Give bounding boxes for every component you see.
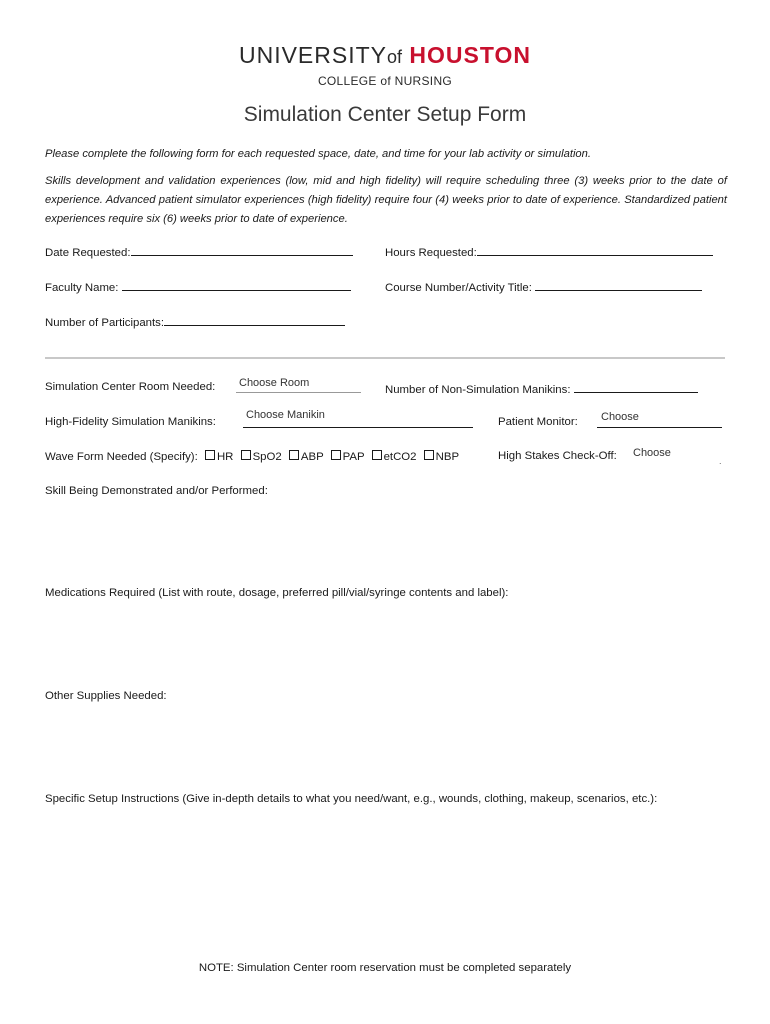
faculty-name-field[interactable] [45, 279, 351, 294]
date-requested-line[interactable] [131, 244, 353, 256]
manikin-dropdown[interactable]: Choose Manikin [246, 409, 325, 421]
page-title: Simulation Center Setup Form [243, 103, 527, 126]
patient-monitor-label: Patient Monitor: [498, 416, 578, 428]
non-sim-manikins-field[interactable] [385, 381, 698, 396]
trailing-dot: . [719, 456, 722, 466]
hr-checkbox[interactable] [205, 450, 215, 460]
medications-text-area[interactable] [45, 604, 725, 684]
intro-paragraph-2: Skills development and validation experiences (low, mid and high fidelity) will require scheduling three (3) weeks prior to the date of experience. Advanced patient simulator experiences (high fidelity) require four (4) weeks prior to date of experience. Standardized patient experiences require six (6) weeks prior to date of experience. [45, 175, 727, 225]
college-name: COLLEGE of NURSING [317, 74, 453, 88]
non-sim-manikins-line[interactable] [574, 381, 698, 393]
wave-form-field [45, 450, 459, 463]
high-stakes-dropdown[interactable]: Choose [633, 447, 671, 459]
participants-field[interactable] [45, 314, 345, 329]
pap-checkbox[interactable] [331, 450, 341, 460]
logo-university: UNIVERSITY [238, 42, 388, 68]
skill-text-area[interactable] [45, 502, 725, 582]
supplies-section-label: Other Supplies Needed: [45, 690, 167, 702]
room-needed-label: Simulation Center Room Needed: [45, 381, 216, 393]
etco2-option-label: etCO2 [383, 451, 417, 463]
etco2-checkbox[interactable] [372, 450, 382, 460]
high-stakes-label: High Stakes Check-Off: [498, 450, 617, 462]
spo2-option-label: SpO2 [252, 451, 282, 463]
section-divider [45, 357, 725, 359]
intro-paragraph-1: Please complete the following form for each requested space, date, and time for your lab activity or simulation. [45, 148, 591, 160]
setup-section-label: Specific Setup Instructions (Give in-depth details to what you need/want, e.g., wounds, clothing, makeup, scenarios, etc.): [45, 793, 658, 805]
course-number-field[interactable] [385, 279, 702, 294]
room-dropdown[interactable]: Choose Room [239, 377, 310, 389]
abp-option-label: ABP [300, 451, 324, 463]
room-dropdown-line [236, 392, 361, 393]
pap-option-label: PAP [342, 451, 365, 463]
date-requested-label: Date Requested: [45, 247, 131, 259]
reservation-note: NOTE: Simulation Center room reservation must be completed separately [198, 962, 572, 974]
abp-checkbox[interactable] [289, 450, 299, 460]
hours-requested-label: Hours Requested: [385, 247, 477, 259]
course-number-label: Course Number/Activity Title: [385, 282, 532, 294]
nbp-option-label: NBP [435, 451, 460, 463]
hours-requested-field[interactable] [385, 244, 713, 259]
logo-of: of [387, 47, 403, 67]
hours-requested-line[interactable] [477, 244, 713, 256]
spo2-checkbox[interactable] [241, 450, 251, 460]
nbp-checkbox[interactable] [424, 450, 434, 460]
date-requested-field[interactable] [45, 244, 353, 259]
university-logo [0, 42, 770, 69]
participants-line[interactable] [164, 314, 345, 326]
supplies-text-area[interactable] [45, 707, 725, 787]
non-sim-manikins-label: Number of Non-Simulation Manikins: [385, 384, 571, 396]
participants-label: Number of Participants: [45, 317, 165, 329]
skill-section-label: Skill Being Demonstrated and/or Performed: [45, 485, 268, 497]
faculty-name-label: Faculty Name: [45, 282, 119, 294]
setup-text-area[interactable] [45, 810, 725, 950]
medications-section-label: Medications Required (List with route, dosage, preferred pill/vial/syringe contents and label): [45, 587, 509, 599]
faculty-name-line[interactable] [122, 279, 351, 291]
course-number-line[interactable] [535, 279, 702, 291]
monitor-dropdown[interactable]: Choose [601, 411, 639, 423]
hr-option-label: HR [216, 451, 234, 463]
wave-form-label: Wave Form Needed (Specify): [45, 451, 198, 463]
logo-houston: HOUSTON [409, 42, 532, 68]
hf-manikins-label: High-Fidelity Simulation Manikins: [45, 416, 216, 428]
manikin-dropdown-line [243, 427, 473, 428]
monitor-dropdown-line [597, 427, 722, 428]
